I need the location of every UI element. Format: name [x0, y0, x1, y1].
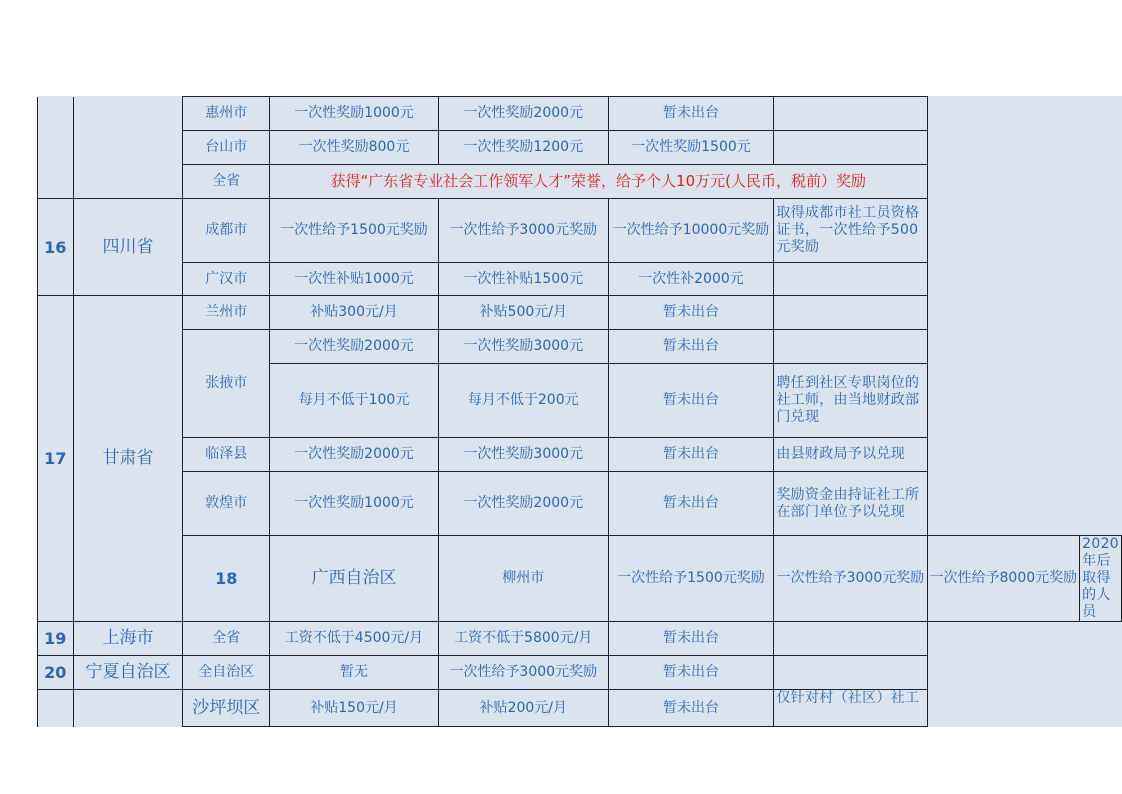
province-cell: 甘肃省 — [73, 296, 183, 622]
note-cell — [774, 690, 927, 727]
city-cell: 全省 — [183, 622, 270, 656]
province-cell — [73, 690, 183, 727]
level1-cell: 工资不低于4500元/月 — [270, 622, 439, 656]
city-cell: 广汉市 — [183, 263, 270, 296]
note-cell — [774, 131, 927, 165]
num-cell — [38, 690, 74, 727]
note-cell — [774, 263, 927, 296]
note-clip: 仅针对村（社区）社工 — [776, 690, 920, 706]
level1-cell: 暂无 — [270, 656, 439, 690]
level3-cell: 一次性补2000元 — [608, 263, 774, 296]
table-row — [38, 690, 1122, 727]
level1-cell: 每月不低于100元 — [270, 364, 439, 438]
level2-cell: 补贴500元/月 — [438, 296, 608, 330]
city-cell: 全省 — [183, 165, 270, 199]
table-row — [38, 330, 1122, 364]
city-cell: 成都市 — [183, 199, 270, 263]
city-cell: 台山市 — [183, 131, 270, 165]
city-cell: 惠州市 — [183, 97, 270, 131]
table-row — [38, 472, 1122, 536]
level2-cell: 一次性奖励2000元 — [438, 97, 608, 131]
level2-cell: 一次性奖励3000元 — [438, 438, 608, 472]
level2-cell: 一次性奖励2000元 — [438, 472, 608, 536]
level2-cell: 一次性补贴1500元 — [438, 263, 608, 296]
level1-cell: 补贴300元/月 — [270, 296, 439, 330]
level1-cell: 补贴150元/月 — [270, 690, 439, 727]
level3-cell: 暂未出台 — [608, 330, 774, 364]
level2-cell: 一次性给予3000元奖励 — [438, 199, 608, 263]
table-row — [38, 131, 1122, 165]
city-cell: 沙坪坝区 — [183, 690, 270, 727]
num-cell: 20 — [38, 656, 74, 690]
city-cell: 敦煌市 — [183, 472, 270, 536]
note-cell — [774, 97, 927, 131]
note-cell: 由县财政局予以兑现 — [774, 438, 927, 472]
level1-cell: 一次性给予1500元奖励 — [270, 199, 439, 263]
num-cell — [38, 97, 74, 199]
subsidy-table — [37, 96, 1122, 727]
level3-cell: 暂未出台 — [608, 622, 774, 656]
level3-cell: 暂未出台 — [608, 472, 774, 536]
note-cell: 取得成都市社工员资格证书，一次性给予500元奖励 — [774, 199, 927, 263]
level3-cell: 暂未出台 — [608, 438, 774, 472]
level1-cell: 一次性奖励1000元 — [270, 472, 439, 536]
note-cell: 2020年后取得的人员 — [1080, 536, 1122, 622]
num-cell: 16 — [38, 199, 74, 296]
table-row — [38, 296, 1122, 330]
table-row — [38, 438, 1122, 472]
level1-cell: 一次性补贴1000元 — [270, 263, 439, 296]
level3-cell: 暂未出台 — [608, 296, 774, 330]
province-cell: 上海市 — [73, 622, 183, 656]
num-cell: 18 — [183, 536, 270, 622]
level1-cell: 一次性奖励1000元 — [270, 97, 439, 131]
level1-cell: 一次性给予1500元奖励 — [608, 536, 774, 622]
level3-cell: 暂未出台 — [608, 656, 774, 690]
level2-cell: 补贴200元/月 — [438, 690, 608, 727]
level3-cell: 一次性给予8000元奖励 — [927, 536, 1080, 622]
province-cell: 四川省 — [73, 199, 183, 296]
num-cell: 17 — [38, 296, 74, 622]
note-cell — [774, 656, 927, 690]
city-cell: 张掖市 — [183, 330, 270, 438]
table-row — [38, 199, 1122, 263]
level1-cell: 一次性奖励2000元 — [270, 438, 439, 472]
num-cell: 19 — [38, 622, 74, 656]
level3-cell: 暂未出台 — [608, 364, 774, 438]
city-cell: 兰州市 — [183, 296, 270, 330]
note-cell — [774, 622, 927, 656]
table-row — [38, 165, 1122, 199]
table-row — [38, 97, 1122, 131]
level3-cell: 暂未出台 — [608, 690, 774, 727]
level2-cell: 一次性奖励1200元 — [438, 131, 608, 165]
table-row — [38, 622, 1122, 656]
province-cell: 广西自治区 — [270, 536, 439, 622]
note-cell: 奖励资金由持证社工所在部门单位予以兑现 — [774, 472, 927, 536]
level2-cell: 一次性给予3000元奖励 — [774, 536, 927, 622]
level3-cell: 一次性奖励1500元 — [608, 131, 774, 165]
merged-policy-cell: 获得“广东省专业社会工作领军人才”荣誉，给予个人10万元(人民币，税前）奖励 — [270, 165, 928, 199]
table-row — [38, 656, 1122, 690]
city-cell: 临泽县 — [183, 438, 270, 472]
level1-cell: 一次性奖励800元 — [270, 131, 439, 165]
table-row — [38, 536, 1122, 622]
province-cell: 宁夏自治区 — [73, 656, 183, 690]
level2-cell: 工资不低于5800元/月 — [438, 622, 608, 656]
level2-cell: 每月不低于200元 — [438, 364, 608, 438]
table-row — [38, 263, 1122, 296]
note-cell — [774, 330, 927, 364]
level2-cell: 一次性给予3000元奖励 — [438, 656, 608, 690]
level1-cell: 一次性奖励2000元 — [270, 330, 439, 364]
note-cell: 聘任到社区专职岗位的社工师，由当地财政部门兑现 — [774, 364, 927, 438]
note-cell — [774, 296, 927, 330]
city-cell: 柳州市 — [438, 536, 608, 622]
city-cell: 全自治区 — [183, 656, 270, 690]
level3-cell: 暂未出台 — [608, 97, 774, 131]
province-cell — [73, 97, 183, 199]
level2-cell: 一次性奖励3000元 — [438, 330, 608, 364]
level3-cell: 一次性给予10000元奖励 — [608, 199, 774, 263]
